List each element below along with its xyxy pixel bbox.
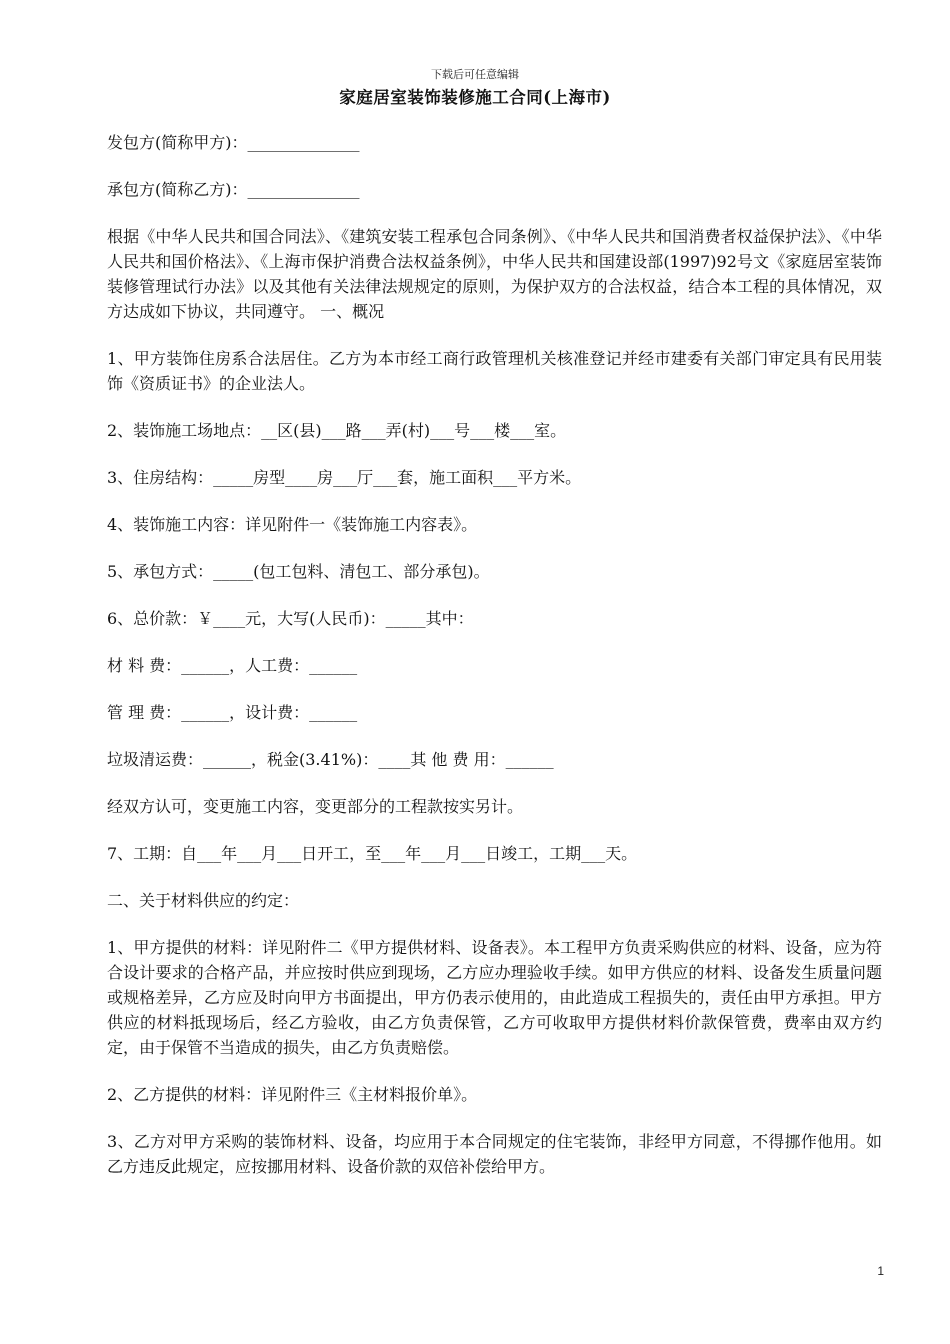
header-note: 下载后可任意编辑	[431, 68, 519, 81]
party-b-line: 承包方(简称乙方)：______________	[107, 180, 360, 199]
clause-1-1: 1、甲方装饰住房系合法居住。乙方为本市经工商行政管理机关核准登记并经市建委有关部门审定具有民用装饰《资质证书》的企业法人。	[107, 349, 882, 393]
clause-1-4: 4、装饰施工内容：详见附件一《装饰施工内容表》。	[107, 515, 478, 534]
preamble-paragraph: 根据《中华人民共和国合同法》、《建筑安装工程承包合同条例》、《中华人民共和国消费者权益保护法》、《中华人民共和国价格法》、《上海市保护消费合法权益条例》，中华人民共和国建设部(1997)92号文《家庭居室装饰装修管理试行办法》以及其他有关法律法规规定的原则，为保护双方的合法权益，结合本工程的具体情况，双方达成如下协议，共同遵守。 一、概况	[107, 227, 882, 321]
clause-2-3: 3、乙方对甲方采购的装饰材料、设备，均应用于本合同规定的住宅装饰，非经甲方同意，不得挪作他用。如乙方违反此规定，应按挪用材料、设备价款的双倍补偿给甲方。	[107, 1132, 882, 1176]
clause-2-1: 1、甲方提供的材料：详见附件二《甲方提供材料、设备表》。本工程甲方负责采购供应的材料、设备，应为符合设计要求的合格产品，并应按时供应到现场，乙方应办理验收手续。如甲方供应的材料、设备发生质量问题或规格差异，乙方应及时向甲方书面提出，甲方仍表示使用的，由此造成工程损失的，责任由甲方承担。甲方供应的材料抵现场后，经乙方验收，由乙方负责保管，乙方可收取甲方提供材料价款保管费，费率由双方约定，由于保管不当造成的损失，由乙方负责赔偿。	[107, 938, 882, 1057]
page-number: 1	[877, 1264, 884, 1278]
clause-1-2: 2、装饰施工场地点：__区(县)___路___弄(村)___号___楼___室。	[107, 421, 567, 440]
clause-1-6: 6、总价款：￥____元，大写(人民币)：_____其中：	[107, 609, 474, 628]
change-note: 经双方认可，变更施工内容，变更部分的工程款按实另计。	[107, 797, 524, 816]
clause-2-2: 2、乙方提供的材料：详见附件三《主材料报价单》。	[107, 1085, 478, 1104]
fee-line-materials: 材 料 费：______，人工费：______	[107, 656, 358, 675]
fee-line-management: 管 理 费：______，设计费：______	[107, 703, 358, 722]
party-a-line: 发包方(简称甲方)：______________	[107, 133, 360, 152]
clause-1-7: 7、工期：自___年___月___日开工，至___年___月___日竣工，工期___天。	[107, 844, 638, 863]
document-title: 家庭居室装饰装修施工合同(上海市)	[339, 88, 611, 107]
clause-1-5: 5、承包方式：_____(包工包料、清包工、部分承包)。	[107, 562, 490, 581]
clause-1-3: 3、住房结构：_____房型____房___厅___套，施工面积___平方米。	[107, 468, 582, 487]
document-body	[107, 130, 882, 1179]
section-2-heading: 二、关于材料供应的约定：	[107, 891, 300, 910]
fee-line-other: 垃圾清运费：______，税金(3.41%)：____其 他 费 用：______	[107, 750, 554, 769]
